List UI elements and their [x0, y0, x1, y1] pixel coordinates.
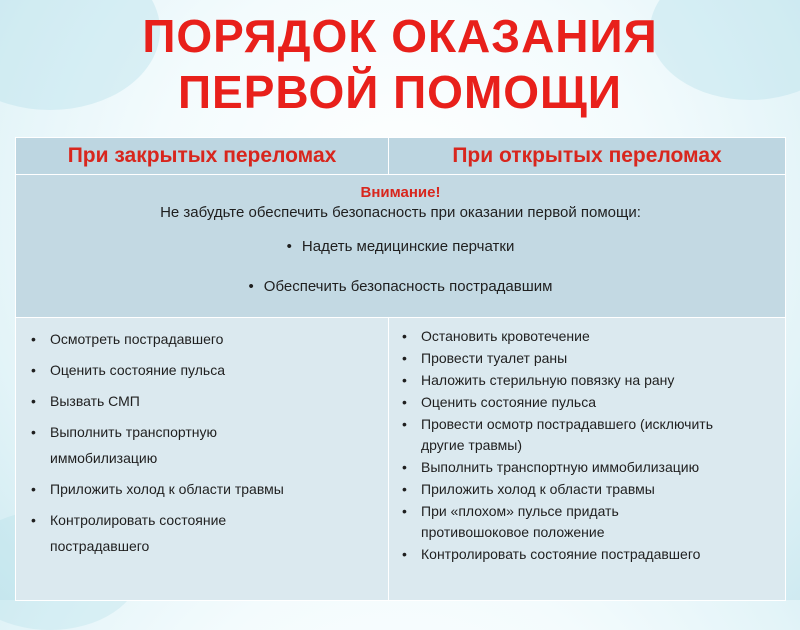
list-item: • Выполнить транспортную иммобилизацию [395, 457, 785, 478]
warning-item: • Обеспечить безопасность пострадавшим [16, 277, 785, 297]
list-item: • Оценить состояние пульса [395, 392, 785, 413]
steps-row [16, 318, 786, 601]
list-item: • При «плохом» пульсе придать противошоковое положение [395, 501, 785, 543]
list-item: • Контролировать состояние пострадавшего [24, 507, 388, 559]
first-aid-table [15, 137, 786, 601]
list-item: • Контролировать состояние пострадавшего [395, 544, 785, 565]
warning-title: Внимание! [360, 184, 441, 201]
warning-text: Не забудьте обеспечить безопасность при оказании первой помощи: [160, 204, 641, 221]
warning-cell [16, 175, 786, 318]
list-item: • Приложить холод к области травмы [24, 476, 388, 502]
list-item: • Провести туалет раны [395, 348, 785, 369]
page-title [0, 8, 800, 120]
list-item: • Приложить холод к области травмы [395, 479, 785, 500]
list-item: • Оценить состояние пульса [24, 357, 388, 383]
closed-steps-list [16, 318, 388, 559]
page-title-line-2: ПЕРВОЙ ПОМОЩИ [177, 66, 622, 118]
header-closed-fractures: При закрытых переломах [16, 138, 389, 175]
header-row [16, 138, 786, 175]
list-item: • Вызвать СМП [24, 388, 388, 414]
header-open-fractures: При открытых переломах [389, 138, 786, 175]
warning-list [16, 237, 785, 297]
page-title-line-1: ПОРЯДОК ОКАЗАНИЯ [142, 10, 658, 62]
list-item: • Остановить кровотечение [395, 326, 785, 347]
open-fracture-steps [389, 318, 786, 601]
list-item: • Осмотреть пострадавшего [24, 326, 388, 352]
warning-item: • Надеть медицинские перчатки [16, 237, 785, 257]
list-item: • Наложить стерильную повязку на рану [395, 370, 785, 391]
list-item: • Выполнить транспортную иммобилизацию [24, 419, 388, 471]
warning-row [16, 175, 786, 318]
list-item: • Провести осмотр пострадавшего (исключить другие травмы) [395, 414, 785, 456]
closed-fracture-steps [16, 318, 389, 601]
open-steps-list [389, 318, 785, 565]
